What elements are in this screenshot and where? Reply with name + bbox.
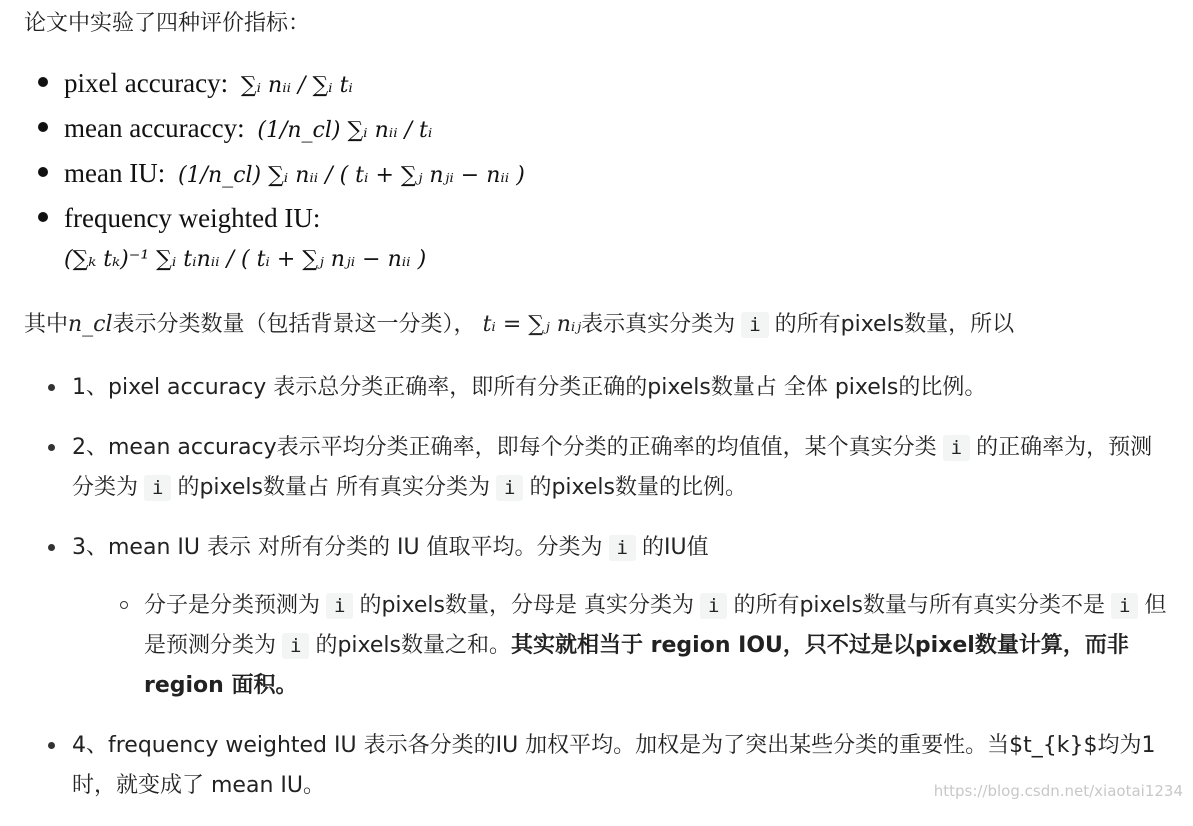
intro-text: 论文中实验了四种评价指标： (24, 11, 311, 36)
sub-item-text: 的pixels数量，分母是 真实分类为 (359, 593, 694, 618)
metric-name: mean accuraccy: (64, 113, 245, 143)
metric-pixel-accuracy (36, 62, 736, 107)
watermark: https://blog.csdn.net/xiaotai1234 (933, 782, 1183, 800)
item-text: 的正确率为，预测分类为 (72, 435, 1153, 500)
metrics-list (36, 62, 736, 281)
item-text: 的pixels数量的比例。 (529, 475, 747, 500)
metric-mean-accuracy (36, 107, 736, 152)
item-text: 3、mean IU 表示 对所有分类的 IU 值取平均。分类为 (72, 535, 603, 560)
inline-code-i: i (741, 312, 768, 338)
item-text: 1、pixel accuracy 表示总分类正确率，即所有分类正确的pixels数量占 全体 pixels的比例。 (72, 375, 987, 400)
metric-formula: (1/n_cl) ∑ᵢ nᵢᵢ / ( tᵢ + ∑ⱼ nⱼᵢ − nᵢᵢ ) (177, 163, 525, 188)
sub-item-text: 的所有pixels数量与所有真实分类不是 (733, 593, 1105, 618)
inline-code-i: i (282, 633, 309, 659)
inline-code-i: i (144, 475, 171, 501)
item-text: 2、mean accuracy表示平均分类正确率，即每个分类的正确率的均值值，某个真实分类 (72, 435, 937, 460)
list-item-mean-accuracy (48, 428, 1173, 508)
sub-item-text: 但是预测分类为 (144, 593, 1167, 658)
definition-suffix-1: 表示真实分类为 (581, 312, 736, 337)
metric-frequency-weighted-iu (36, 197, 736, 281)
definition-middle: 表示分类数量（包括背景这一分类）， (112, 312, 476, 337)
sub-item-text: 分子是分类预测为 (144, 593, 321, 618)
metric-formula: (1/n_cl) ∑ᵢ nᵢᵢ / tᵢ (257, 118, 433, 143)
inline-code-i: i (496, 475, 523, 501)
list-item-pixel-accuracy (48, 368, 1173, 408)
metric-formula: ∑ᵢ nᵢᵢ / ∑ᵢ tᵢ (240, 73, 353, 98)
inline-code-i: i (1111, 593, 1138, 619)
item-text: 4、frequency weighted IU 表示各分类的IU 加权平均。加权是为了突出某些分类的重要性。当$t_{k}$均为1 时，就变成了 mean IU。 (72, 733, 1156, 798)
ti-formula: tᵢ = ∑ⱼ nᵢⱼ (482, 312, 582, 337)
metric-mean-iu (36, 152, 736, 197)
metric-name: frequency weighted IU: (64, 203, 321, 233)
metric-formula: (∑ₖ tₖ)⁻¹ ∑ᵢ tᵢnᵢᵢ / ( tᵢ + ∑ⱼ nⱼᵢ − nᵢᵢ ) (64, 247, 427, 272)
definition-prefix: 其中 (24, 312, 69, 337)
metric-name: pixel accuracy: (64, 68, 229, 98)
item-text: 的IU值 (642, 535, 709, 560)
inline-code-i: i (609, 535, 636, 561)
item-text: 的pixels数量占 所有真实分类为 (177, 475, 490, 500)
inline-code-i: i (943, 435, 970, 461)
ncl-symbol: n_cl (68, 312, 113, 337)
list-item-mean-iu (48, 528, 1173, 706)
sub-item-text: 的pixels数量之和。 (315, 633, 511, 658)
explanation-list (48, 368, 1173, 826)
definition-line (24, 308, 1014, 342)
metric-name: mean IU: (64, 158, 166, 188)
inline-code-i: i (326, 593, 353, 619)
bold-emphasis: 其实就相当于 region IOU，只不过是以pixel数量计算，而非region 面积。 (144, 633, 1129, 698)
inline-code-i: i (700, 593, 727, 619)
sub-list-item (120, 586, 1173, 706)
definition-suffix-2: 的所有pixels数量，所以 (774, 312, 1015, 337)
